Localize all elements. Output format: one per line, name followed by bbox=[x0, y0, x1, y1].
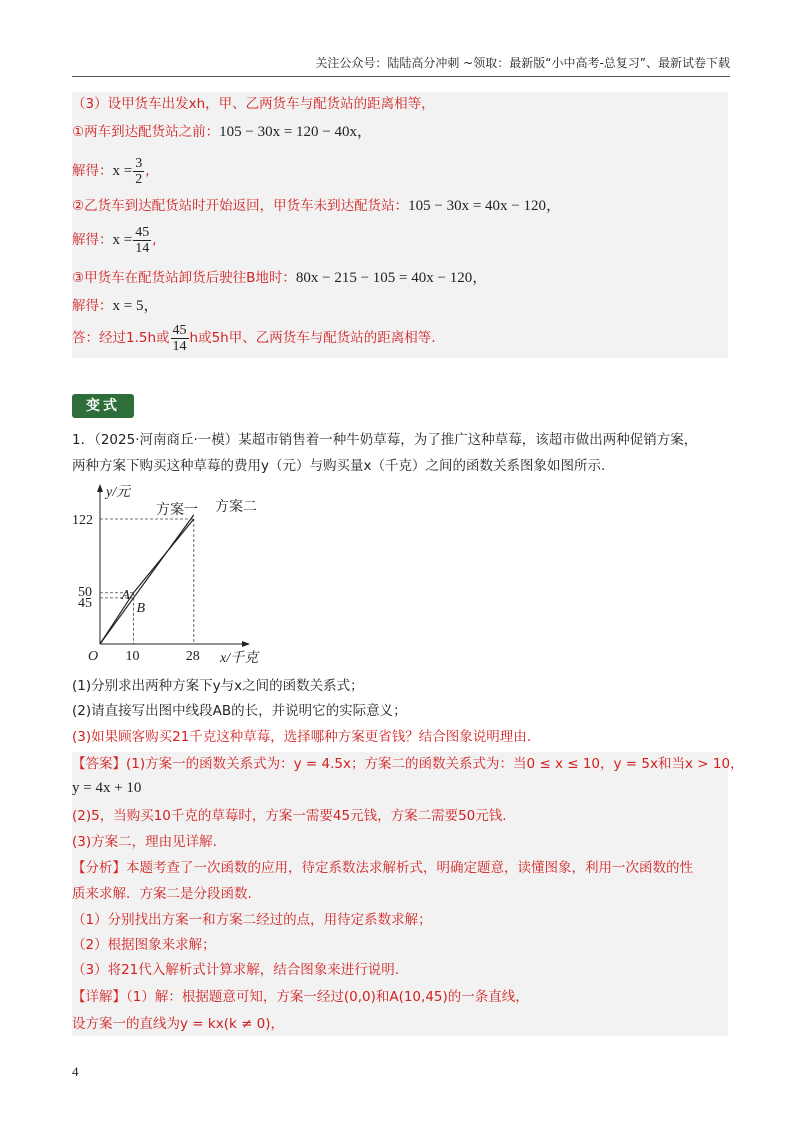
detail-1: （1）解：根据题意可知，方案一经过(0,0)和A(10,45)的一条直线， bbox=[126, 989, 529, 1005]
problem-line-1: 1．（2025·河南商丘·一模）某超市销售着一种牛奶草莓，为了推广这种草莓，该超市做出两种促销方案， bbox=[72, 432, 698, 448]
x-axis-label: x/千克 bbox=[220, 651, 259, 666]
case3-solution bbox=[72, 296, 158, 316]
case3-line bbox=[72, 268, 487, 288]
case2-label: ②乙货车到达配货站时开始返回，甲货车未到达配货站： bbox=[72, 198, 409, 214]
point-A-label: A bbox=[121, 587, 131, 603]
part3-intro: （3）设甲货车出发xh，甲、乙两货车与配货站的距离相等， bbox=[72, 96, 435, 112]
case2-fraction bbox=[133, 225, 151, 256]
case2-denominator: 14 bbox=[135, 240, 150, 256]
page-number: 4 bbox=[72, 1064, 79, 1079]
case1-numerator: 3 bbox=[135, 155, 143, 171]
case1-fraction bbox=[133, 156, 144, 187]
series-plan1-line bbox=[100, 515, 194, 644]
case1-equation: 105 − 30x = 120 − 40x， bbox=[219, 124, 372, 140]
answer-denominator: 14 bbox=[172, 338, 187, 354]
question-2: (2)请直接写出图中线段AB的长，并说明它的实际意义； bbox=[72, 703, 407, 719]
step-2: （2）根据图象来求解； bbox=[72, 937, 216, 953]
step-1: （1）分别找出方案一和方案二经过的点，用待定系数求解； bbox=[72, 912, 432, 928]
answer-part-b: h或5h甲、乙两货车与配货站的距离相等. bbox=[189, 330, 436, 346]
answer-line-1b: y = 4x + 10 bbox=[72, 780, 142, 796]
solve-label-1: 解得： bbox=[72, 163, 113, 179]
function-graph bbox=[70, 476, 280, 670]
answer-part-a: 答：经过1.5h或 bbox=[72, 330, 170, 346]
origin-label: O bbox=[88, 649, 99, 664]
detail-tag: 【详解】 bbox=[72, 989, 126, 1005]
y-tick-122: 122 bbox=[72, 513, 93, 528]
analysis-tag: 【分析】 bbox=[72, 860, 126, 876]
case1-denominator: 2 bbox=[135, 171, 143, 187]
plan2-label: 方案二 bbox=[215, 500, 257, 515]
case1-solution: 解得：x = $\frac{3}{2}$ , bbox=[72, 155, 150, 187]
page-header: 关注公众号：陆陆高分冲刺 ~领取：最新版“小中高考-总复习”、最新试卷下载 bbox=[315, 56, 730, 70]
point-B-label: B bbox=[136, 600, 146, 616]
case1-label: ①两车到达配货站之前： bbox=[72, 124, 220, 140]
detail-line-1 bbox=[72, 987, 529, 1007]
case2-line bbox=[72, 196, 561, 216]
section-tag: 变式 bbox=[72, 394, 134, 418]
plan1-label: 方案一 bbox=[156, 503, 198, 518]
analysis-line-2: 质来求解．方案二是分段函数. bbox=[72, 886, 252, 902]
question-3: (3)如果顾客购买21千克这种草莓，选择哪种方案更省钱？结合图象说明理由. bbox=[72, 729, 532, 745]
question-1: (1)分别求出两种方案下y与x之间的函数关系式； bbox=[72, 678, 364, 694]
case1-line bbox=[72, 122, 372, 142]
x-tick-28: 28 bbox=[185, 649, 200, 664]
answer-line-2: (2)5，当购买10千克的草莓时，方案一需要45元钱，方案二需要50元钱. bbox=[72, 808, 507, 824]
solve-label-2: 解得： bbox=[72, 232, 113, 248]
problem-line-2: 两种方案下购买这种草莓的费用y（元）与购买量x（千克）之间的函数关系图象如图所示. bbox=[72, 458, 606, 474]
case2-x: x = bbox=[112, 232, 133, 248]
x-axis-arrow bbox=[242, 641, 250, 647]
header-rule bbox=[72, 76, 730, 77]
case2-numerator: 45 bbox=[135, 224, 150, 240]
step-3: （3）将21代入解析式计算求解，结合图象来进行说明. bbox=[72, 962, 400, 978]
analysis-line-1 bbox=[72, 858, 693, 878]
answer-line-1 bbox=[72, 754, 744, 774]
y-axis-label: y/元 bbox=[106, 485, 131, 500]
case3-label: ③甲货车在配货站卸货后驶往B地时： bbox=[72, 270, 296, 286]
case3-x: x = 5， bbox=[112, 298, 159, 314]
answer-tag: 【答案】 bbox=[72, 756, 126, 772]
detail-line-2: 设方案一的直线为y = kx(k ≠ 0)， bbox=[72, 1016, 285, 1032]
y-axis-arrow bbox=[97, 484, 103, 492]
case2-equation: 105 − 30x = 40x − 120， bbox=[408, 198, 561, 214]
case3-equation: 80x − 215 − 105 = 40x − 120， bbox=[295, 270, 488, 286]
case1-x: x = bbox=[112, 163, 133, 179]
case2-solution: 解得：x = $\frac{45}{14}$ , bbox=[72, 224, 157, 256]
answer-numerator: 45 bbox=[172, 322, 187, 338]
answer-1: (1)方案一的函数关系式为：y = 4.5x；方案二的函数关系式为：当0 ≤ x ≤ 10，y = 5x和当x > 10， bbox=[126, 756, 744, 772]
y-tick-50: 50 bbox=[78, 584, 92, 600]
solve-label-3: 解得： bbox=[72, 298, 113, 314]
answer-line-3: (3)方案二，理由见详解. bbox=[72, 834, 217, 850]
top-answer bbox=[72, 320, 436, 356]
analysis-1: 本题考查了一次函数的应用，待定系数法求解析式，明确定题意，读懂图象，利用一次函数的性 bbox=[126, 860, 693, 876]
answer-fraction bbox=[171, 323, 189, 354]
y-tick-45: 45 bbox=[78, 595, 92, 611]
x-tick-10: 10 bbox=[125, 649, 140, 664]
